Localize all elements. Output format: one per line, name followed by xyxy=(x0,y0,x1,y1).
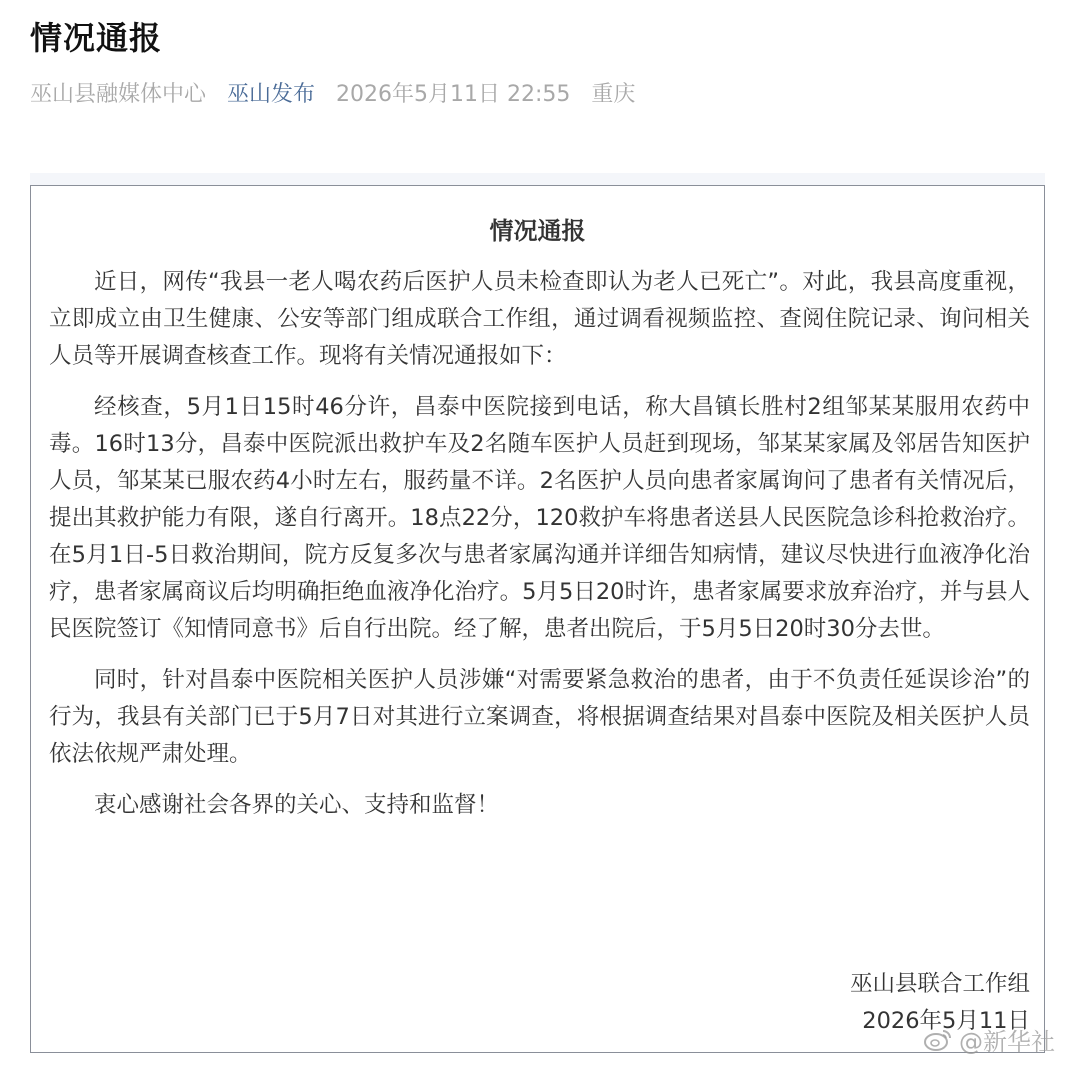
article-title: 情况通报 xyxy=(30,19,163,57)
meta-location: 重庆 xyxy=(591,82,636,107)
notice-paragraph: 经核查，5月1日15时46分许，昌泰中医院接到电话，称大昌镇长胜村2组邹某某服用农药中毒。16时13分，昌泰中医院派出救护车及2名随车医护人员赶到现场，邹某某家属及邻居告知医护人员，邹某某已服农药4小时左右，服药量不详。2名医护人员向患者家属询问了患者有关情况后，提出其救护能力有限，遂自行离开。18点22分，120救护车将患者送县人民医院急诊科抢救治疗。在5月1日-5日救治期间，院方反复多次与患者家属沟通并详细告知病情，建议尽快进行血液净化治疗，患者家属商议后均明确拒绝血液净化治疗。5月5日20时许，患者家属要求放弃治疗，并与县人民医院签订《知情同意书》后自行出院。经了解，患者出院后，于5月5日20时30分去世。 xyxy=(49,394,1030,642)
notice-paragraph: 同时，针对昌泰中医院相关医护人员涉嫌“对需要紧急救治的患者，由于不负责任延误诊治”的行为，我县有关部门已于5月7日对其进行立案调查，将根据调查结果对昌泰中医院及相关医护人员依法依规严肃处理。 xyxy=(49,667,1030,767)
notice-paragraph: 近日，网传“我县一老人喝农药后医护人员未检查即认为老人已死亡”。对此，我县高度重视，立即成立由卫生健康、公安等部门组成联合工作组，通过调看视频监控、查阅住院记录、询问相关人员等开展调查核查工作。现将有关情况通报如下： xyxy=(49,269,1030,369)
notice-paragraph: 衷心感谢社会各界的关心、支持和监督！ xyxy=(94,792,500,818)
signature-org: 巫山县联合工作组 xyxy=(849,971,1030,997)
watermark xyxy=(923,1022,1055,1057)
notice-body xyxy=(49,264,1030,838)
meta-datetime: 2026年5月11日 22:55 xyxy=(336,82,571,107)
article-meta xyxy=(30,78,649,112)
content-frame xyxy=(30,173,1045,1053)
watermark-text: @新华社 xyxy=(959,1028,1055,1056)
notice-title: 情况通报 xyxy=(489,217,586,245)
notice-image[interactable] xyxy=(30,185,1045,1053)
meta-org: 巫山县融媒体中心 xyxy=(30,82,207,107)
source-link[interactable]: 巫山发布 xyxy=(227,82,316,107)
signature-date: 2026年5月11日 xyxy=(862,1008,1030,1034)
weibo-icon xyxy=(923,1027,953,1053)
